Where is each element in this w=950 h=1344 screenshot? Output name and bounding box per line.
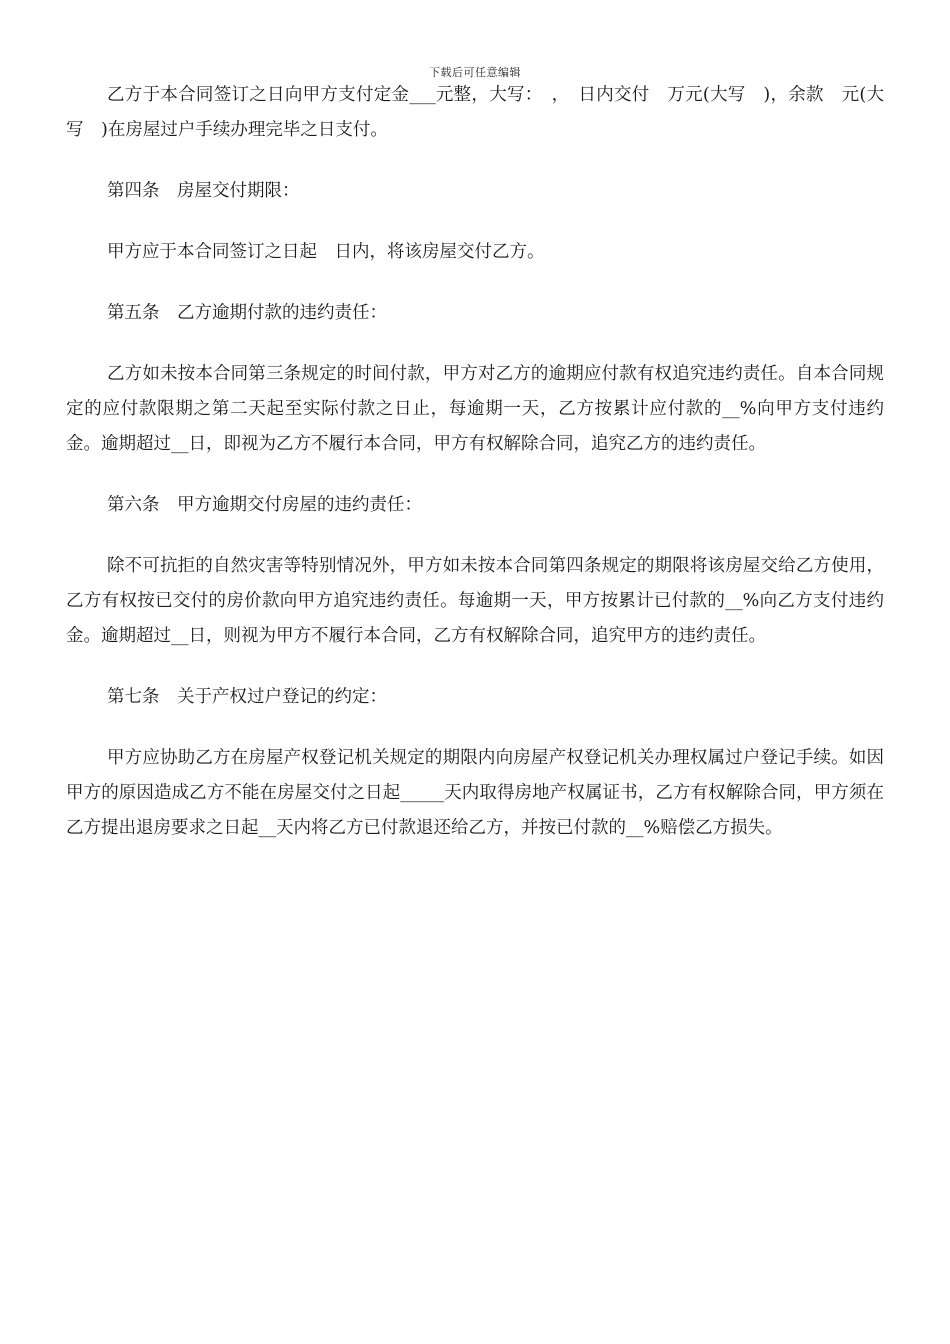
article-4-body: 甲方应于本合同签订之日起 日内，将该房屋交付乙方。 <box>107 242 545 262</box>
article-5-body: 乙方如未按本合同第三条规定的时间付款，甲方对乙方的逾期应付款有权追究违约责任。自本合同规定的应付款限期之第二天起至实际付款之日止，每逾期一天，乙方按累计应付款的__%向甲方支付违约金。逾期超过__日，即视为乙方不履行本合同，甲方有权解除合同，追究乙方的违约责任。 <box>66 364 884 454</box>
document-body <box>66 78 884 872</box>
article-6-body: 除不可抗拒的自然灾害等特别情况外，甲方如未按本合同第四条规定的期限将该房屋交给乙方使用，乙方有权按已交付的房价款向甲方追究违约责任。每逾期一天，甲方按累计已付款的__%向乙方支付违约金。逾期超过__日，则视为甲方不履行本合同，乙方有权解除合同，追究甲方的违约责任。 <box>66 556 884 646</box>
article-5-heading: 第五条 乙方逾期付款的违约责任： <box>107 303 387 323</box>
payment-paragraph: 乙方于本合同签订之日向甲方支付定金___元整，大写： ， 日内交付 万元(大写 )，余款 元(大写 )在房屋过户手续办理完毕之日支付。 <box>66 85 884 140</box>
article-7-body: 甲方应协助乙方在房屋产权登记机关规定的期限内向房屋产权登记机关办理权属过户登记手续。如因甲方的原因造成乙方不能在房屋交付之日起_____天内取得房地产权属证书，乙方有权解除合同，甲方须在乙方提出退房要求之日起__天内将乙方已付款退还给乙方，并按已付款的__%赔偿乙方损失。 <box>66 748 884 838</box>
article-6-heading: 第六条 甲方逾期交付房屋的违约责任： <box>107 495 422 515</box>
article-7-heading: 第七条 关于产权过户登记的约定： <box>107 687 387 707</box>
article-4-heading: 第四条 房屋交付期限： <box>107 181 300 201</box>
watermark-header: 下载后可任意编辑 <box>429 66 521 79</box>
